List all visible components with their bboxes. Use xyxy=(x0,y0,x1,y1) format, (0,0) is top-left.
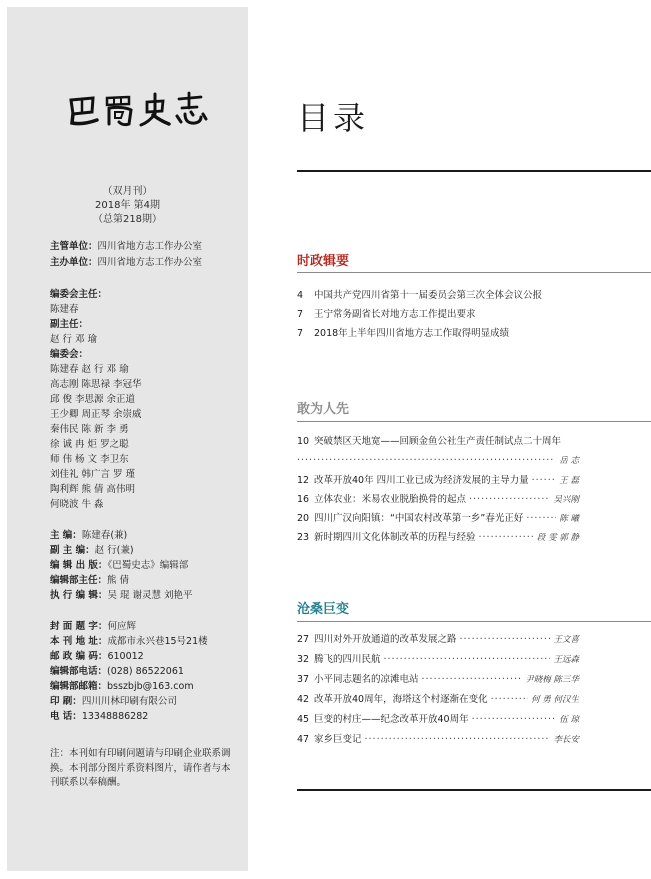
toc-page-number: 7 xyxy=(297,328,304,339)
toc-entry-title: 改革开放40周年，海塔这个村逐渐在变化 xyxy=(314,694,488,705)
leader-dots xyxy=(491,694,529,706)
contact-line: 印 刷：四川川林印刷有限公司 xyxy=(50,696,177,707)
magazine-name xyxy=(63,90,213,130)
magazine-logo xyxy=(63,90,213,130)
committee-member-row: 何晓波 牛 淼 xyxy=(50,499,104,510)
sponsor-line xyxy=(50,240,202,253)
sponsor-label: 主管单位： xyxy=(50,241,98,252)
issue-total: （总第218期） xyxy=(92,214,163,225)
leader-dots xyxy=(422,674,523,686)
staff-line: 编 辑 出 版：《巴蜀史志》编辑部 xyxy=(50,560,189,571)
toc-entry[interactable] xyxy=(297,734,579,746)
committee-member-row: 秦伟民 陈 新 李 勇 xyxy=(50,424,129,435)
toc-entry-title: 腾飞的四川民航 xyxy=(314,654,381,665)
toc-author: 王文喜 xyxy=(553,635,579,645)
toc-entry-title: 新时期四川文化体制改革的历程与经验 xyxy=(314,532,476,543)
toc-entry-title: 小平同志题名的凉滩电站 xyxy=(314,674,419,685)
toc-entry[interactable] xyxy=(297,674,579,686)
toc-author: 李长安 xyxy=(553,735,579,745)
toc-author: 吴兴刚 xyxy=(553,495,579,505)
committee-member-row: 刘佳礼 韩广言 罗 瑾 xyxy=(50,469,136,480)
toc-author: 伍 琼 xyxy=(559,715,579,725)
section-divider xyxy=(297,621,651,622)
section-divider xyxy=(297,421,651,422)
leader-dots xyxy=(469,494,550,506)
toc-author-line xyxy=(297,455,579,467)
toc-bottom-rule xyxy=(297,789,651,791)
toc-page-number: 23 xyxy=(297,532,310,543)
section-heading: 敢为人先 xyxy=(297,402,350,417)
toc-entry-title: 四川广汉向阳镇：“中国农村改革第一乡”春光正好 xyxy=(314,513,524,524)
toc-entry-title: 家乡巨变记 xyxy=(314,734,362,745)
toc-page-number: 7 xyxy=(297,309,304,320)
toc-entry[interactable] xyxy=(297,654,579,666)
issue-number: 2018年 第4期 xyxy=(95,200,160,211)
footnote: 注：本刊如有印刷问题请与印刷企业联系调换。本刊部分图片系资料图片，请作者与本刊联系以奉稿酬。 xyxy=(50,748,231,788)
sponsor-value: 四川省地方志工作办公室 xyxy=(97,241,203,252)
toc-entry-title: 四川对外开放通道的改革发展之路 xyxy=(314,634,457,645)
committee-member-row: 陈建春 赵 行 邓 瑜 xyxy=(50,364,129,375)
toc-entry-title: 2018年上半年四川省地方志工作取得明显成绩 xyxy=(314,328,510,339)
toc-entry-title: 突破禁区天地宽——回顾金鱼公社生产责任制试点二十周年 xyxy=(314,436,562,447)
toc-author: 陈 曦 xyxy=(559,514,579,524)
toc-page-number: 47 xyxy=(297,734,310,745)
sponsor-line xyxy=(50,256,202,269)
committee-member-row: 高志刚 陈思禄 李冠华 xyxy=(50,379,142,390)
contact-line: 编辑部电话：(028) 86522061 xyxy=(50,666,184,677)
leader-dots xyxy=(297,455,555,467)
contact-line: 本 刊 地 址：成都市永兴巷15号21楼 xyxy=(50,636,208,647)
toc-entry[interactable] xyxy=(297,290,577,302)
toc-author: 尹晓梅 陈三华 xyxy=(525,675,579,685)
toc-page-number: 12 xyxy=(297,475,310,486)
section-divider xyxy=(297,272,651,273)
staff-line: 主 编：陈建春(兼) xyxy=(50,530,128,541)
toc-page-number: 42 xyxy=(297,694,310,705)
committee-member-row: 王少卿 周正琴 余崇威 xyxy=(50,409,142,420)
toc-author: 王远森 xyxy=(553,655,579,665)
section-heading: 沧桑巨变 xyxy=(297,602,350,617)
toc-page-number: 10 xyxy=(297,436,310,447)
toc-entry[interactable] xyxy=(297,714,579,726)
toc-page-number: 20 xyxy=(297,513,310,524)
staff-line: 执 行 编 辑：吴 琨 谢灵慧 刘艳平 xyxy=(50,590,193,601)
toc-entry[interactable] xyxy=(297,436,577,448)
toc-entry-title: 中国共产党四川省第十一届委员会第三次全体会议公报 xyxy=(314,290,543,301)
toc-entry[interactable] xyxy=(297,532,579,544)
leader-dots xyxy=(526,513,556,525)
contact-line: 编辑部邮箱：bsszbjb@163.com xyxy=(50,681,194,692)
toc-entry[interactable] xyxy=(297,494,579,506)
contact-line: 封 面 题 字：何应辉 xyxy=(50,621,136,632)
toc-author: 何 勇 何汉生 xyxy=(531,695,579,705)
leader-dots xyxy=(384,654,551,666)
committee-director: 陈建春 xyxy=(50,304,79,315)
toc-page-number: 37 xyxy=(297,674,310,685)
leader-dots xyxy=(460,634,551,646)
leader-dots xyxy=(472,714,557,726)
committee-member-row: 陶利辉 熊 倩 高伟明 xyxy=(50,484,136,495)
issue-frequency: （双月刊） xyxy=(102,186,153,197)
toc-entry-title: 立体农业：米易农业脱胎换骨的起点 xyxy=(314,494,467,505)
committee-member-row: 师 伟 杨 文 李卫东 xyxy=(50,454,129,465)
toc-page-number: 32 xyxy=(297,654,310,665)
committee-member-row: 徐 诚 冉 炬 罗之聪 xyxy=(50,439,129,450)
leader-dots xyxy=(365,734,551,746)
staff-line: 编辑部主任：熊 倩 xyxy=(50,575,130,586)
toc-entry[interactable] xyxy=(297,475,579,487)
committee-members-label: 编委会： xyxy=(50,349,89,360)
toc-entry-title: 巨变的村庄——纪念改革开放40周年 xyxy=(314,714,469,725)
toc-page-number: 4 xyxy=(297,290,304,301)
toc-author: 岳 志 xyxy=(559,456,579,466)
toc-entry-title: 改革开放40年 四川工业已成为经济发展的主导力量 xyxy=(314,475,529,486)
toc-page-number: 16 xyxy=(297,494,310,505)
contact-line: 电 话：13348886282 xyxy=(50,711,149,722)
toc-page-number: 27 xyxy=(297,634,310,645)
toc-entry[interactable] xyxy=(297,328,577,340)
toc-entry[interactable] xyxy=(297,634,579,646)
toc-author: 王 磊 xyxy=(559,476,579,486)
leader-dots xyxy=(479,532,534,544)
toc-entry-title: 王宁常务副省长对地方志工作提出要求 xyxy=(314,309,476,320)
toc-page-number: 45 xyxy=(297,714,310,725)
committee-director-label: 编委会主任： xyxy=(50,289,108,300)
masthead-panel xyxy=(7,7,248,871)
toc-title: 目录 xyxy=(297,99,370,137)
toc-entry[interactable] xyxy=(297,694,579,706)
toc-entry[interactable] xyxy=(297,309,577,321)
toc-entry[interactable] xyxy=(297,513,579,525)
leader-dots xyxy=(532,475,557,487)
staff-line: 副 主 编：赵 行(兼) xyxy=(50,545,134,556)
committee-vice-label: 副主任： xyxy=(50,319,89,330)
committee-vice: 赵 行 邓 瑜 xyxy=(50,334,98,345)
toc-top-rule xyxy=(297,170,651,172)
sponsor-label: 主办单位： xyxy=(50,257,98,268)
toc-author: 段 雯 郭 静 xyxy=(536,533,579,543)
sponsor-value: 四川省地方志工作办公室 xyxy=(97,257,203,268)
section-heading: 时政辑要 xyxy=(297,254,350,269)
contact-line: 邮 政 编 码：610012 xyxy=(50,651,144,662)
committee-member-row: 邱 俊 李思源 余正道 xyxy=(50,394,136,405)
